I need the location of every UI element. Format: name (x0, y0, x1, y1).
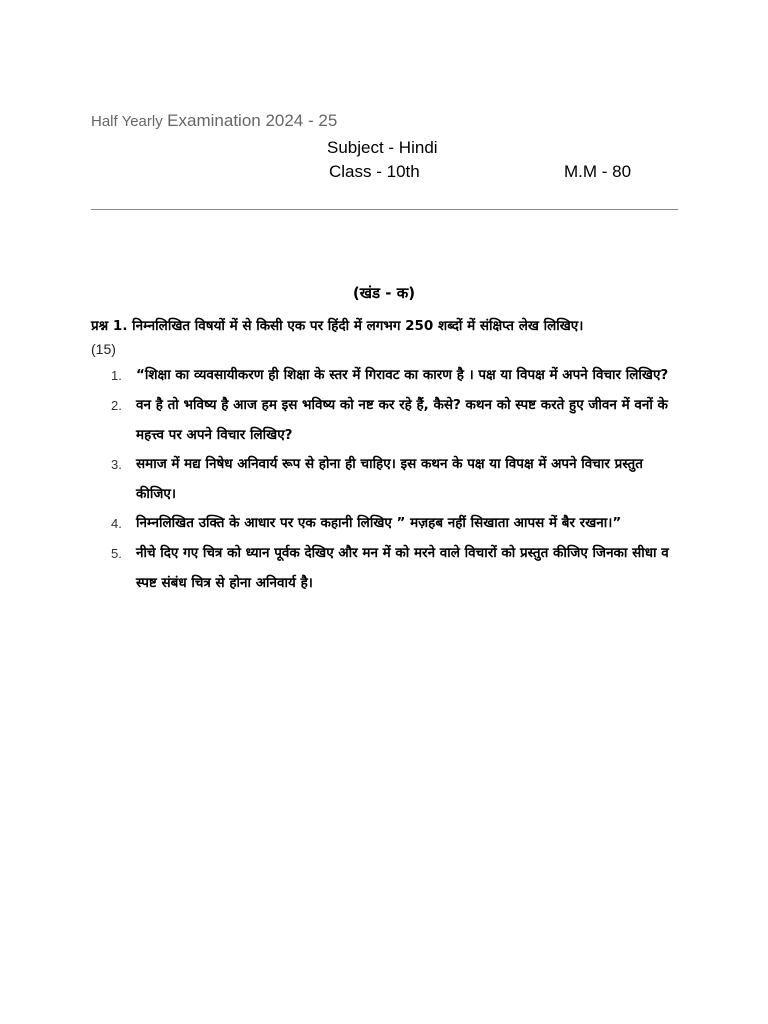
exam-title-main: Examination 2024 - 25 (167, 111, 338, 130)
exam-title-prefix: Half Yearly (91, 113, 163, 130)
header-divider (91, 209, 678, 210)
question-text: प्रश्न 1. निम्नलिखित विषयों में से किसी एक पर हिंदी में लगभग 250 शब्दों में संक्षिप्त लेख लिखिए। (91, 318, 584, 334)
section-heading: (खंड - क) (352, 284, 416, 302)
question-options-list (111, 361, 681, 598)
option-text: “शिक्षा का व्यवसायीकरण ही शिक्षा के स्तर में गिरावट का कारण है । पक्ष या विपक्ष में अपने विचार लिखिए? (136, 367, 669, 383)
class-line: Class - 10th (329, 162, 420, 181)
option-text: नीचे दिए गए चित्र को ध्यान पूर्वक देखिए और मन में को मरने वाले विचारों को प्रस्तुत कीजिए जिनका सीधा व स्पष्ट संबंध चित्र से होना अनिवार्य है। (136, 545, 669, 591)
option-number: 5. (111, 546, 122, 561)
option-number: 4. (111, 516, 122, 531)
exam-title (91, 111, 337, 131)
subject-line: Subject - Hindi (327, 138, 438, 157)
option-number: 2. (111, 398, 122, 413)
list-item (111, 509, 681, 539)
option-text: वन है तो भविष्य है आज हम इस भविष्य को नष्ट कर रहे हैं, कैसे? कथन को स्पष्ट करते हुए जीवन में वनों के महत्त्व पर अपने विचार लिखिए? (136, 397, 668, 443)
option-text: निम्नलिखित उक्ति के आधार पर एक कहानी लिखिए ” मज़हब नहीं सिखाता आपस में बैर रखना।” (136, 515, 622, 531)
list-item (111, 361, 681, 391)
maximum-marks: M.M - 80 (564, 162, 632, 181)
list-item (111, 539, 681, 598)
list-item (111, 450, 681, 509)
question-marks: (15) (91, 341, 116, 357)
option-number: 1. (111, 368, 122, 383)
option-number: 3. (111, 457, 122, 472)
option-text: समाज में मद्य निषेध अनिवार्य रूप से होना ही चाहिए। इस कथन के पक्ष या विपक्ष में अपने विचार प्रस्तुत कीजिए। (136, 456, 643, 502)
list-item (111, 391, 681, 450)
